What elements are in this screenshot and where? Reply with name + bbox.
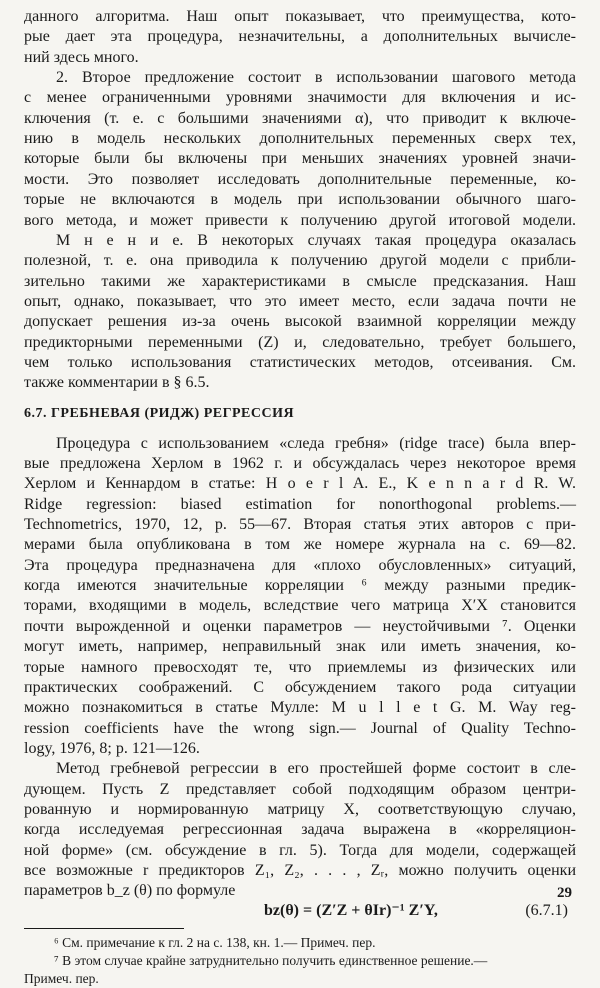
body-text-line: мости. Это позволяет исследовать дополнительные переменные, ко- bbox=[24, 170, 576, 188]
footnote-rule bbox=[24, 928, 184, 929]
section-text-line: вые предложена Херлом в 1962 г. и обсуждалась через некоторое время bbox=[24, 455, 576, 472]
section-text-line: параметров b_z (θ) по формуле bbox=[24, 882, 236, 900]
section-text-line: все возможные r предикторов Z₁, Z₂, . . . , Zᵣ, можно получить оценки bbox=[24, 862, 576, 879]
body-text-line: также комментарии в § 6.5. bbox=[24, 374, 210, 392]
footnote-line: Примеч. пер. bbox=[24, 970, 99, 986]
body-text-line: зительно такими же характеристиками в смысле предсказания. Наш bbox=[24, 272, 576, 290]
section-text-line: торами, входящими в модель, вследствие чего матрица X′X становится bbox=[24, 597, 576, 615]
body-text-line: с менее ограниченными уровнями значимости для включения и ис- bbox=[24, 89, 576, 107]
body-text-line: которые были бы включены при меньших значениях уровней значи- bbox=[24, 150, 576, 168]
body-text-line: предикторными переменными (Z) и, следовательно, требует большего, bbox=[24, 333, 576, 351]
section-text-line: мерами была опубликована в том же номере журнала на с. 69—82. bbox=[24, 536, 576, 554]
section-text-line: Ridge regression: biased estimation for nonorthogonal problems.— bbox=[24, 495, 576, 513]
section-text-line: Херлом и Кеннардом в статье: H o e r l A. E., K e n n a r d R. W. bbox=[24, 475, 576, 493]
section-text-line: ной форме» (см. обсуждение в гл. 5). Тогда для модели, содержащей bbox=[24, 841, 576, 859]
body-text-line: 2. Второе предложение состоит в использовании шагового метода bbox=[56, 69, 576, 87]
section-text-line: рованную и нормированную матрицу X, соответствующую случаю, bbox=[24, 800, 576, 818]
section-text-line: ression coefficients have the wrong sign.— Journal of Quality Techno- bbox=[24, 719, 576, 737]
page-number: 29 bbox=[557, 885, 572, 901]
formula-expression: bz(θ) = (Z′Z + θIr)⁻¹ Z′Y, bbox=[264, 901, 438, 919]
section-text-line: logy, 1976, 8; p. 121—126. bbox=[24, 739, 200, 757]
section-text-line: почти вырожденной и оценки параметров — неустойчивыми ⁷. Оценки bbox=[24, 617, 576, 635]
body-text-line: нию в модель нескольких дополнительных переменных сверх тех, bbox=[24, 130, 576, 148]
body-text-line: ключения (т. е. с большими значениями α), что приводит к включе- bbox=[24, 109, 576, 127]
body-text-line: торые не включаются в модель при использовании обычного шаго- bbox=[24, 191, 576, 209]
section-text-line: Technometrics, 1970, 12, p. 55—67. Вторая статья этих авторов с при- bbox=[24, 516, 576, 534]
section-text-line: можно познакомиться в статье Мулле: M u l l e t G. M. Way reg- bbox=[24, 699, 576, 717]
footnote-line: ⁶ См. примечание к гл. 2 на с. 138, кн. 1.— Примеч. пер. bbox=[54, 934, 376, 950]
body-text-line: вого метода, и может привести к получению другой итоговой модели. bbox=[24, 211, 576, 229]
body-text-line: данного алгоритма. Наш опыт показывает, что преимущества, кото- bbox=[24, 8, 576, 25]
body-text-line: рые дает эта процедура, незначительны, а дополнительных вычисле- bbox=[24, 28, 576, 46]
section-text-line: Процедура с использованием «следа гребня» (ridge trace) была впер- bbox=[56, 434, 576, 452]
section-text-line: когда исследуемая регрессионная задача выражена в «корреляцион- bbox=[24, 821, 576, 839]
section-text-line: дующем. Пусть Z представляет собой подходящим образом центри- bbox=[24, 780, 576, 798]
section-text-line: могут иметь, например, неправильный знак или иметь значения, ко- bbox=[24, 638, 576, 656]
body-text-line: чем только использования статистических методов, отсеивания. См. bbox=[24, 353, 576, 371]
section-text-line: практических соображений. С обсуждением такого рода ситуации bbox=[24, 678, 576, 696]
body-text-line: ний здесь много. bbox=[24, 48, 139, 66]
section-text-line: торые намного превосходят те, что приемлемы из физических или bbox=[24, 658, 576, 676]
section-text-line: когда имеются значительные корреляции ⁶ между разными предик- bbox=[24, 577, 576, 595]
body-text-line: опыт, однако, показывает, что это имеет место, если задача почти не bbox=[24, 292, 576, 310]
section-text-line: Эта процедура предназначена для «плохо обусловленных» ситуаций, bbox=[24, 556, 576, 574]
section-heading: 6.7. ГРЕБНЕВАЯ (РИДЖ) РЕГРЕССИЯ bbox=[24, 405, 295, 421]
formula-line bbox=[24, 900, 576, 922]
formula-number: (6.7.1) bbox=[525, 901, 568, 919]
body-text-line: допускает решения из-за очень высокой взаимной корреляции между bbox=[24, 313, 576, 331]
section-text-line: Метод гребневой регрессии в его простейшей форме состоит в сле- bbox=[56, 760, 576, 778]
body-text-line: М н е н и е. В некоторых случаях такая процедура оказалась bbox=[56, 231, 576, 249]
footnote-line: ⁷ В этом случае крайне затруднительно получить единственное решение.— bbox=[54, 952, 488, 968]
body-text-line: полезной, т. е. она приводила к получению другой модели с прибли- bbox=[24, 252, 576, 270]
